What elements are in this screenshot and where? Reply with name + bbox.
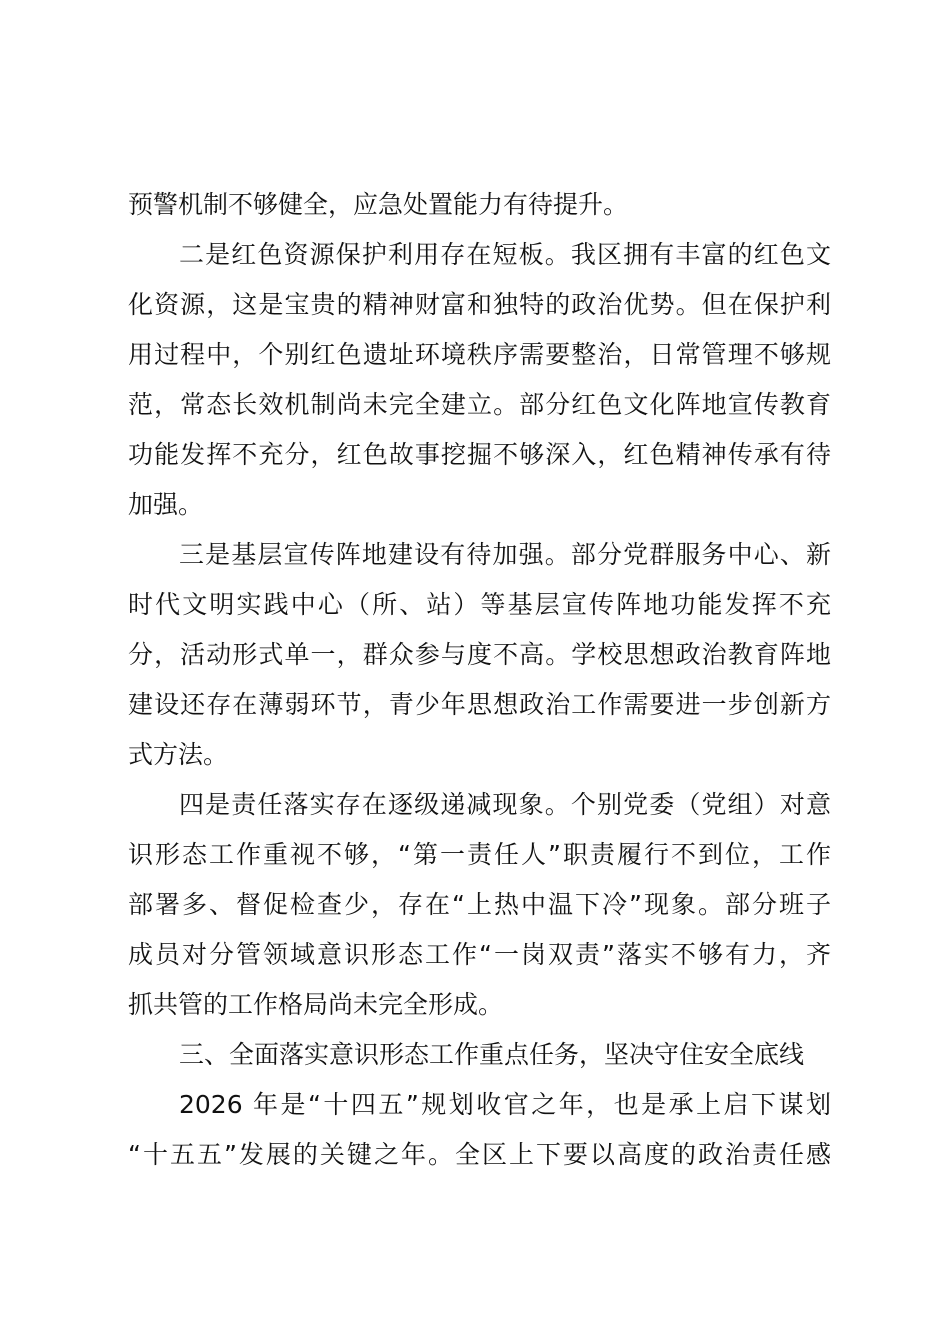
text-line: 时代文明实践中心（所、站）等基层宣传阵地功能发挥不充 xyxy=(128,590,831,619)
text-line: 四是责任落实存在逐级递减现象。个别党委（党组）对意 xyxy=(179,790,831,819)
text-line: 抓共管的工作格局尚未完全形成。 xyxy=(128,990,504,1019)
paragraph-2026 xyxy=(128,1080,831,1180)
text-line: 分，活动形式单一，群众参与度不高。学校思想政治教育阵地 xyxy=(128,640,831,669)
text-line: 范，常态长效机制尚未完全建立。部分红色文化阵地宣传教育 xyxy=(128,390,831,419)
text-line: 预警机制不够健全，应急处置能力有待提升。 xyxy=(128,190,629,219)
text-line: 式方法。 xyxy=(128,740,229,769)
text-line: 2026 年是“十四五”规划收官之年，也是承上启下谋划 xyxy=(179,1090,831,1119)
text-line: “十五五”发展的关键之年。全区上下要以高度的政治责任感 xyxy=(128,1140,831,1169)
text-line: 功能发挥不充分，红色故事挖掘不够深入，红色精神传承有待 xyxy=(128,440,831,469)
paragraph-responsibility xyxy=(128,780,831,1030)
text-line: 部署多、督促检查少，存在“上热中温下冷”现象。部分班子 xyxy=(128,890,831,919)
text-line: 加强。 xyxy=(128,490,204,519)
text-line: 三是基层宣传阵地建设有待加强。部分党群服务中心、新 xyxy=(179,540,831,569)
text-line: 建设还存在薄弱环节，青少年思想政治工作需要进一步创新方 xyxy=(128,690,831,719)
section-heading: 三、全面落实意识形态工作重点任务，坚决守住安全底线 xyxy=(179,1040,805,1069)
document-body xyxy=(128,180,831,1180)
paragraph-red-resources xyxy=(128,230,831,530)
text-line: 用过程中，个别红色遗址环境秩序需要整治，日常管理不够规 xyxy=(128,340,831,369)
text-line: 化资源，这是宝贵的精神财富和独特的政治优势。但在保护利 xyxy=(128,290,831,319)
text-line: 成员对分管领域意识形态工作“一岗双责”落实不够有力，齐 xyxy=(128,940,831,969)
paragraph-grassroots xyxy=(128,530,831,780)
text-line: 二是红色资源保护利用存在短板。我区拥有丰富的红色文 xyxy=(179,240,831,269)
text-line: 识形态工作重视不够，“第一责任人”职责履行不到位，工作 xyxy=(128,840,831,869)
